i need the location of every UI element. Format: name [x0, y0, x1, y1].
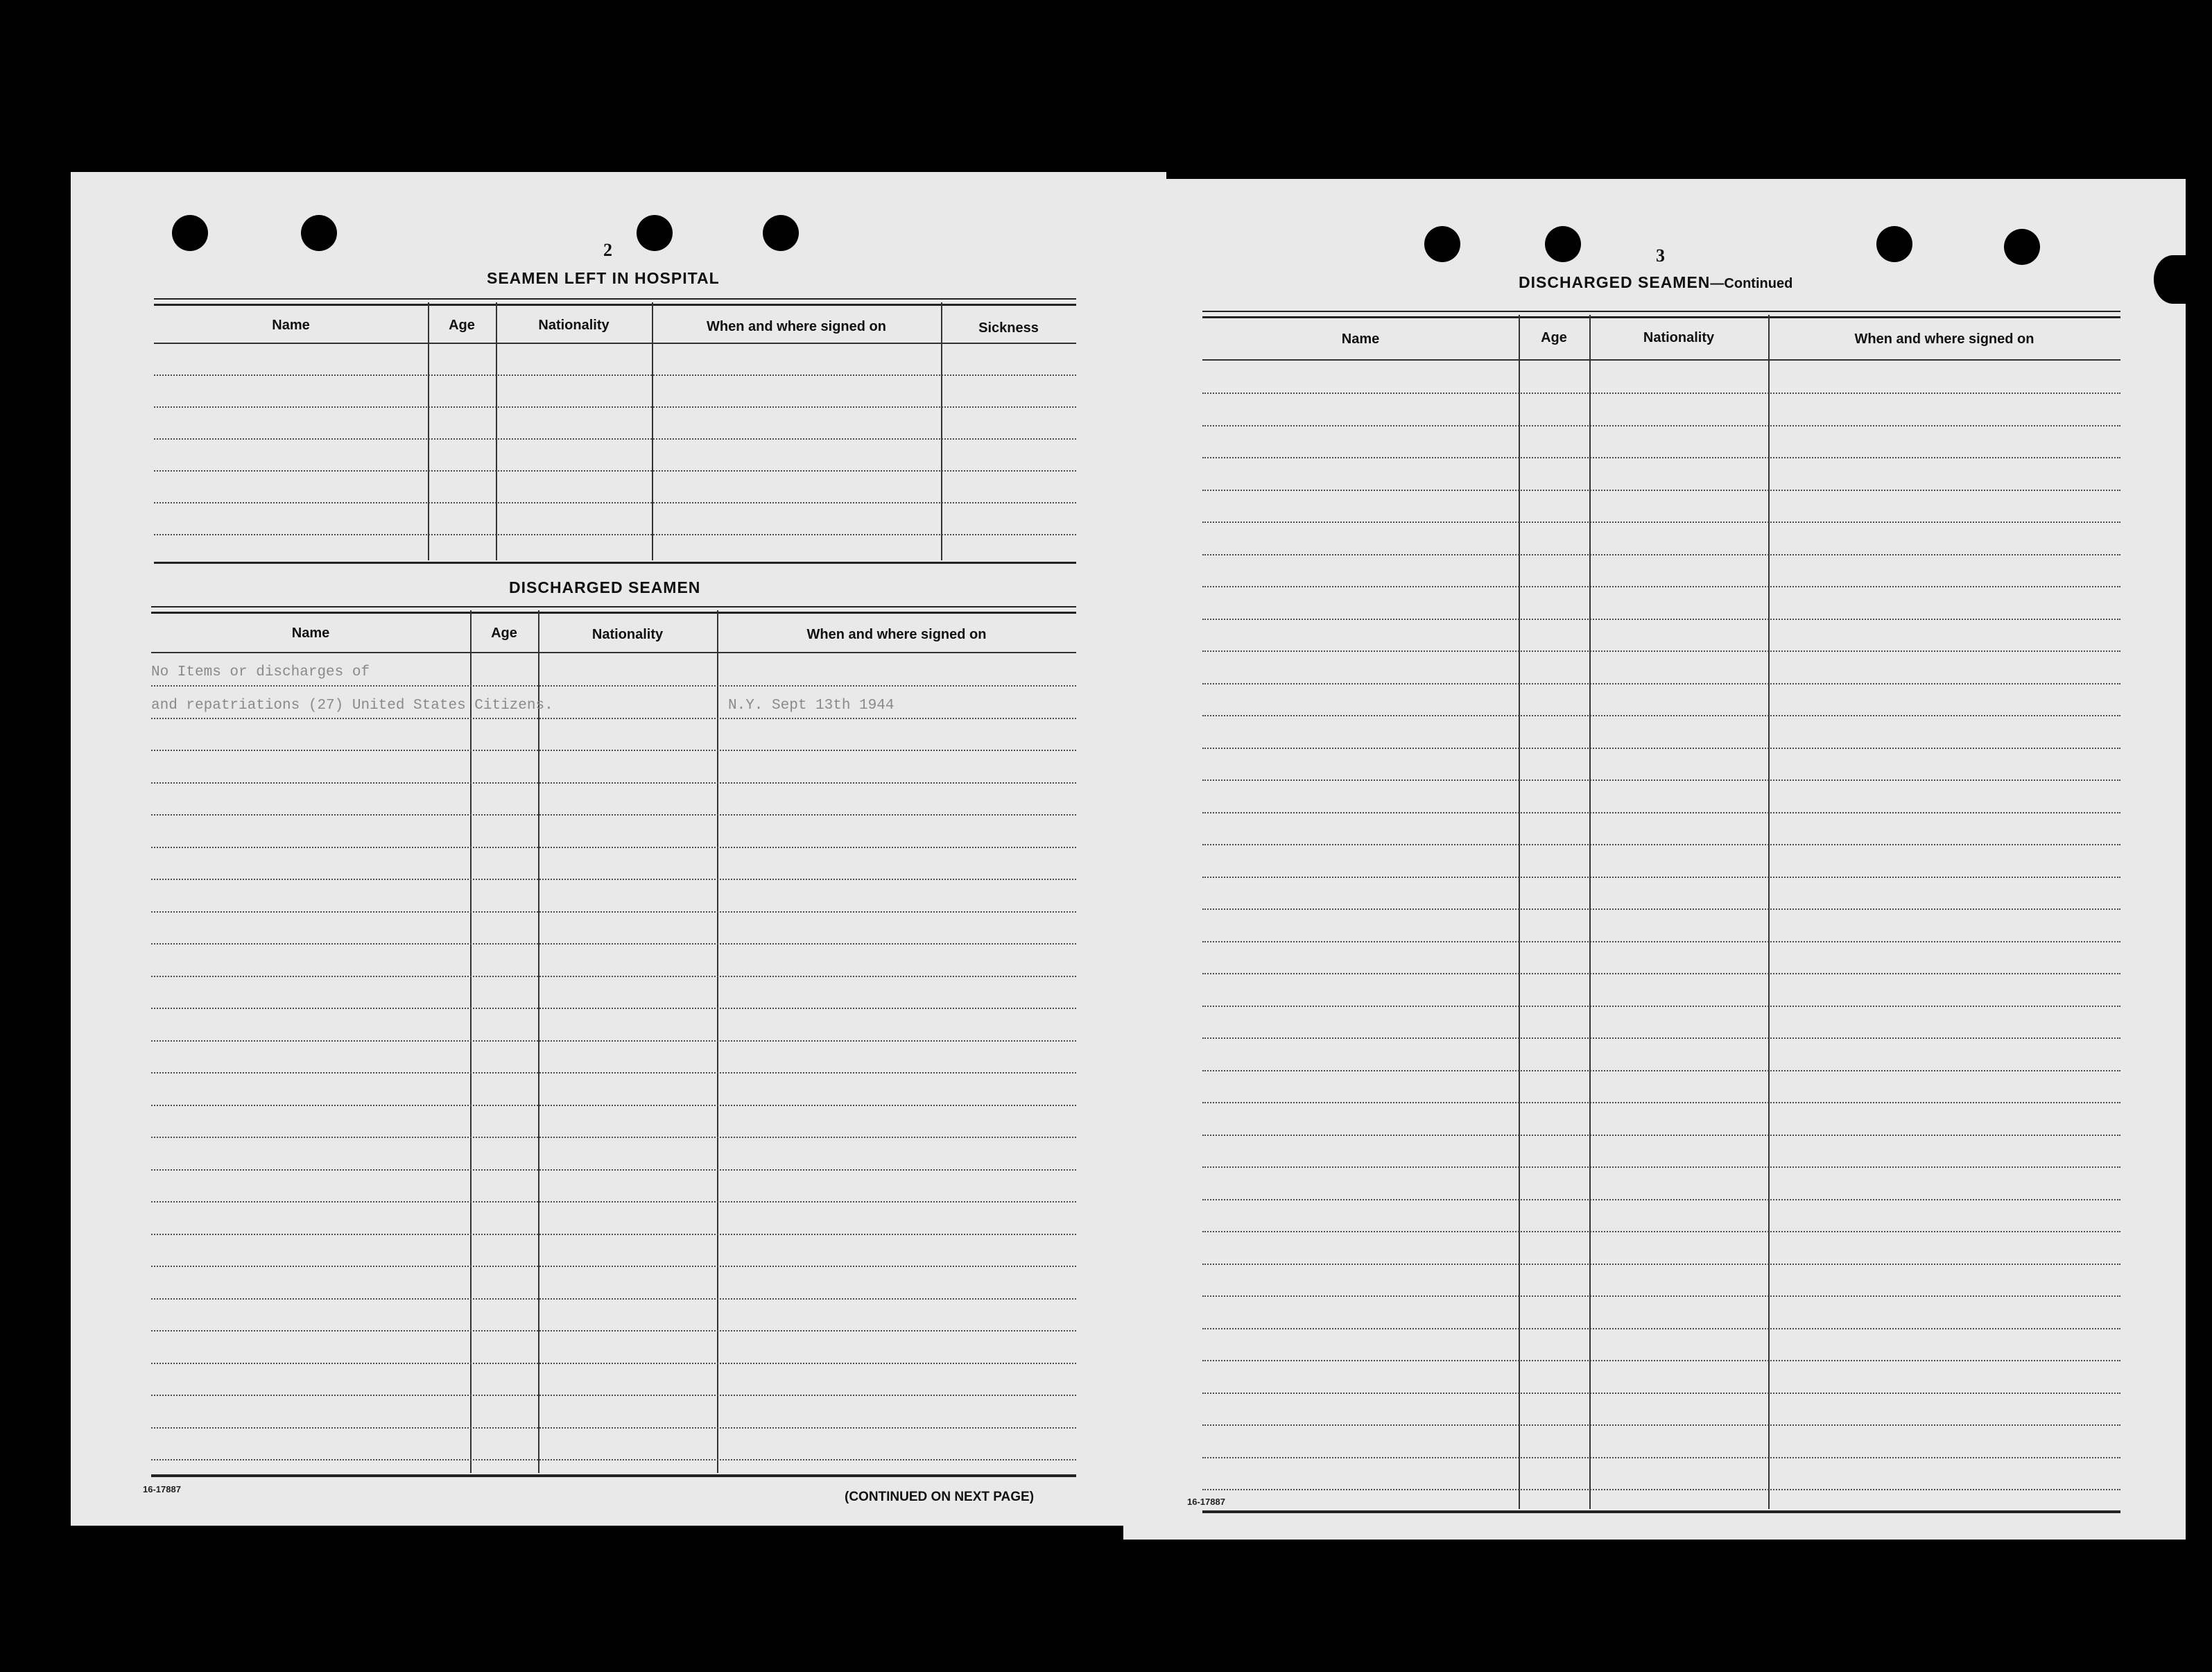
table-row [154, 470, 1076, 472]
table-row [1202, 683, 2120, 684]
column-header-age: Age [1541, 330, 1567, 345]
table-row [151, 1234, 1076, 1235]
punch-hole [2004, 229, 2040, 265]
table-bottom-rule [154, 562, 1076, 564]
table-row [151, 1459, 1076, 1460]
table-row [1202, 619, 2120, 620]
table-row [1202, 1295, 2120, 1297]
table-row [1202, 812, 2120, 813]
table-row [151, 847, 1076, 848]
section-title-main: DISCHARGED SEAMEN [1519, 273, 1711, 291]
hospital-table [154, 298, 1076, 569]
table-row [1202, 1424, 2120, 1426]
table-row [151, 1395, 1076, 1396]
left-page [71, 172, 1166, 1526]
form-number: 16-17887 [1187, 1497, 1225, 1507]
column-divider [470, 610, 472, 1473]
table-row [151, 1330, 1076, 1331]
table-bottom-rule [151, 1474, 1076, 1477]
punch-hole [1545, 226, 1581, 262]
table-row [1202, 425, 2120, 426]
table-row [151, 1266, 1076, 1267]
table-row [1202, 490, 2120, 491]
punch-hole [172, 215, 208, 251]
table-row [151, 814, 1076, 816]
table-row [151, 685, 1076, 687]
column-divider [496, 302, 497, 560]
column-header-name: Name [291, 626, 330, 641]
column-divider [941, 302, 942, 560]
table-row [1202, 1457, 2120, 1458]
table-row [1202, 1166, 2120, 1168]
column-header-name: Name [1341, 331, 1380, 347]
page-number: 2 [603, 240, 612, 260]
table-row [151, 782, 1076, 784]
table-row [1202, 1328, 2120, 1329]
table-row [1202, 522, 2120, 523]
table-row [151, 943, 1076, 945]
table-row [151, 1072, 1076, 1074]
punch-hole [763, 215, 799, 251]
table-row [151, 1137, 1076, 1138]
table-row [151, 1169, 1076, 1171]
table-top-rule [151, 606, 1076, 614]
table-row [1202, 650, 2120, 652]
continued-note: (CONTINUED ON NEXT PAGE) [845, 1490, 1035, 1504]
discharged-continued-table [1202, 311, 2120, 1517]
table-row [154, 374, 1076, 376]
table-row [1202, 779, 2120, 781]
table-row [1202, 877, 2120, 878]
table-row [1202, 1037, 2120, 1039]
punch-hole [301, 215, 337, 251]
table-row [1202, 941, 2120, 942]
table-bottom-rule [1202, 1510, 2120, 1513]
table-row [1202, 844, 2120, 845]
table-row [1202, 973, 2120, 974]
punch-hole [637, 215, 673, 251]
table-row [154, 406, 1076, 408]
section-title [1519, 273, 1792, 292]
table-row [1202, 586, 2120, 587]
page-number: 3 [1656, 245, 1665, 266]
header-rule [151, 652, 1076, 653]
table-row [151, 911, 1076, 913]
table-row [151, 1201, 1076, 1203]
table-row [151, 879, 1076, 880]
table-row [1202, 1006, 2120, 1007]
typed-entry-line: and repatriations (27) United States Citizens. [151, 698, 553, 714]
column-divider [1768, 315, 1770, 1509]
column-header-when-where-signed-on: When and where signed on [806, 627, 987, 642]
column-divider [428, 302, 429, 560]
table-row [1202, 1231, 2120, 1232]
table-row [1202, 1393, 2120, 1394]
column-divider [717, 610, 718, 1473]
table-row [151, 976, 1076, 977]
column-divider [1519, 315, 1520, 1509]
right-page [1123, 179, 2186, 1540]
section-title-suffix: —Continued [1710, 276, 1793, 291]
column-header-when-where-signed-on: When and where signed on [1854, 331, 2034, 347]
table-row [1202, 748, 2120, 749]
discharged-section-title: DISCHARGED SEAMEN [509, 578, 701, 596]
table-row [151, 1363, 1076, 1364]
column-divider [538, 610, 539, 1473]
hospital-section-title: SEAMEN LEFT IN HOSPITAL [487, 269, 720, 287]
table-row [151, 1427, 1076, 1429]
table-row [1202, 457, 2120, 458]
table-row [151, 718, 1076, 719]
table-top-rule [154, 298, 1076, 306]
header-rule [1202, 359, 2120, 361]
table-row [1202, 1199, 2120, 1200]
table-row [151, 750, 1076, 751]
table-row [1202, 1135, 2120, 1136]
table-row [1202, 393, 2120, 394]
table-top-rule [1202, 311, 2120, 318]
typed-entry-line: No Items or discharges of [151, 664, 370, 680]
column-header-age: Age [491, 626, 517, 641]
column-header-nationality: Nationality [591, 627, 664, 642]
column-divider [652, 302, 653, 560]
column-header-nationality: Nationality [1643, 330, 1715, 345]
typed-entry-date: N.Y. Sept 13th 1944 [728, 698, 895, 714]
table-row [1202, 1070, 2120, 1071]
column-header-nationality: Nationality [538, 318, 610, 333]
table-row [1202, 1489, 2120, 1490]
table-row [154, 534, 1076, 535]
header-rule [154, 343, 1076, 344]
column-divider [1589, 315, 1591, 1509]
table-row [151, 1008, 1076, 1009]
punch-hole [1424, 226, 1460, 262]
table-row [154, 502, 1076, 503]
punch-hole [1876, 226, 1912, 262]
table-row [1202, 554, 2120, 555]
column-header-name: Name [272, 318, 310, 333]
table-row [1202, 1360, 2120, 1361]
column-header-sickness: Sickness [978, 320, 1039, 336]
column-header-age: Age [449, 318, 475, 333]
table-row [151, 1105, 1076, 1106]
table-row [1202, 1264, 2120, 1265]
torn-edge [2154, 255, 2193, 304]
form-number: 16-17887 [143, 1484, 181, 1494]
table-row [1202, 908, 2120, 910]
table-row [1202, 1102, 2120, 1103]
table-row [151, 1298, 1076, 1300]
column-header-when-where-signed-on: When and where signed on [707, 319, 886, 334]
table-row [151, 1040, 1076, 1042]
discharged-table [151, 606, 1076, 1484]
table-row [154, 438, 1076, 440]
table-row [1202, 715, 2120, 716]
